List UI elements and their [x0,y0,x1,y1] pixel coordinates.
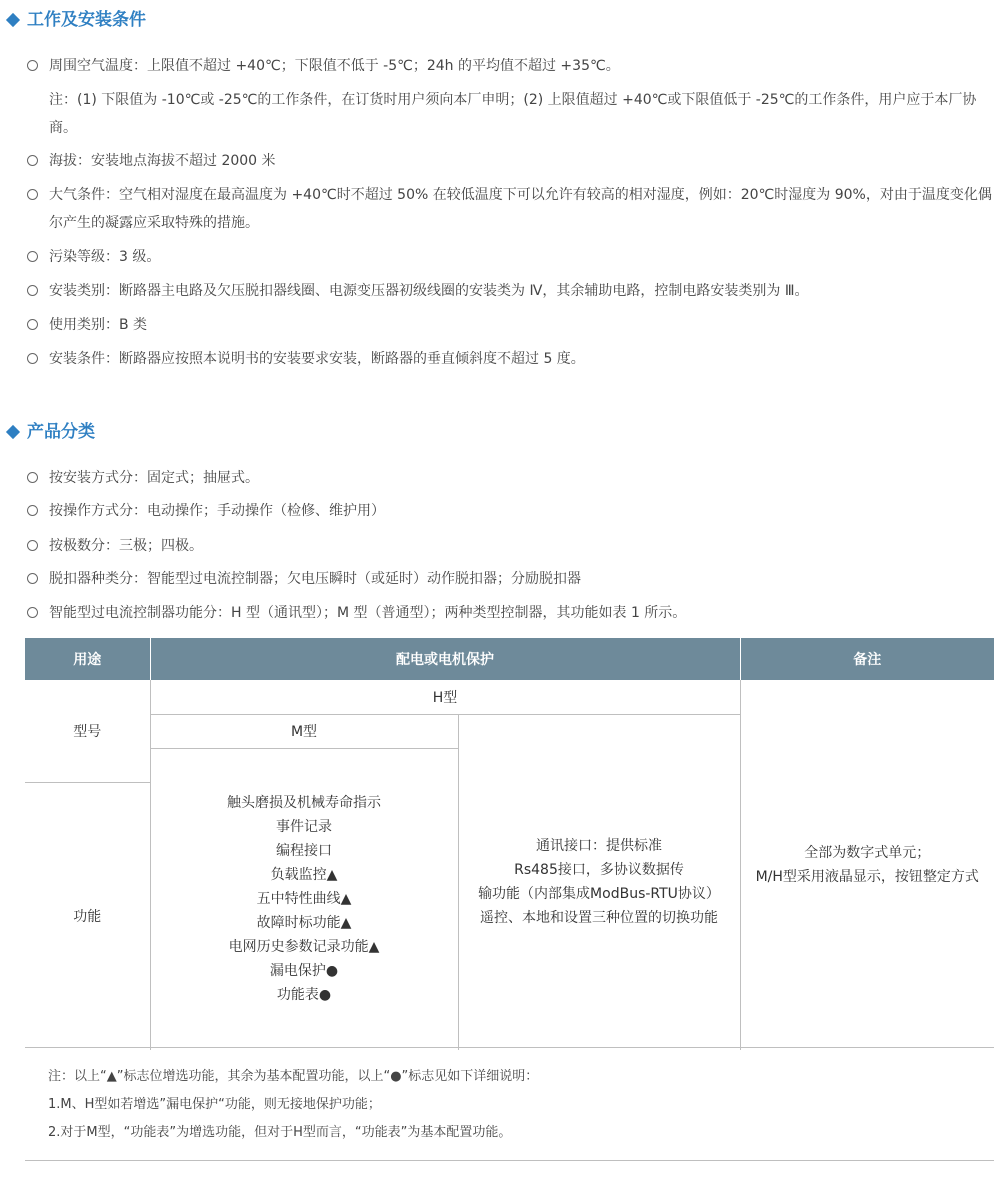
table-header-row [25,638,994,680]
function-line: 电网历史参数记录功能▲ [228,939,380,956]
list-item [27,345,995,373]
list-item-text: 周围空气温度：上限值不超过 +40℃；下限值不低于 -5℃；24h 的平均值不超过 +35℃。 [49,58,620,74]
cell-m-functions [150,748,458,1050]
list-item-text: 脱扣器种类分：智能型过电流控制器；欠电压瞬时（或延时）动作脱扣器；分励脱扣器 [49,571,581,587]
row-label-function: 功能 [73,909,102,926]
list-item [27,277,995,305]
table-notes [48,1063,948,1147]
list-item [27,565,995,593]
list-item-text: 大气条件：空气相对湿度在最高温度为 +40℃时不超过 50% 在较低温度下可以允许有较高的相对湿度，例如：20℃时湿度为 90%，对由于温度变化偶尔产生的凝露应采取特殊的措施。 [49,187,992,231]
list-item-text: 安装类别：断路器主电路及欠压脱扣器线圈、电源变压器初级线圈的安装类为 Ⅳ，其余辅助电路，控制电路安装类别为 Ⅲ。 [49,283,809,299]
controller-function-table [25,638,994,1050]
list-item-text: 安装条件：断路器应按照本说明书的安装要求安装，断路器的垂直倾斜度不超过 5 度。 [49,351,585,367]
function-line: 故障时标功能▲ [256,915,352,932]
remark-line: M/H型采用液晶显示，按钮整定方式 [755,869,979,885]
section-title: 产品分类 [27,422,95,442]
function-line: 触头磨损及机械寿命指示 [227,795,381,812]
header-protection: 配电或电机保护 [150,638,740,680]
cell-m-type: M型 [150,714,458,748]
table-row [25,680,994,714]
circle-bullet-icon [27,472,38,483]
list-item-text: 按操作方式分：电动操作；手动操作（检修、维护用） [49,503,385,519]
list-item-note [27,86,995,142]
circle-bullet-icon [27,505,38,516]
list-item [27,52,995,80]
header-remarks: 备注 [740,638,994,680]
function-line: 五中特性曲线▲ [256,891,352,908]
note-line: 2.对于M型，“功能表”为增选功能，但对于H型而言，“功能表”为基本配置功能。 [48,1125,512,1140]
circle-bullet-icon [27,319,38,330]
circle-bullet-icon [27,189,38,200]
list-item [27,497,995,525]
function-line: 编程接口 [276,843,332,860]
circle-bullet-icon [27,155,38,166]
list-item-text: 污染等级：3 级。 [49,249,161,265]
list-item-text: 按安装方式分：固定式；抽屉式。 [49,470,259,486]
cell-h-functions [458,714,740,1050]
list-item-text: 使用类别：B 类 [49,317,148,333]
diamond-bullet-icon [6,425,20,439]
function-line: 遥控、本地和设置三种位置的切换功能 [480,910,718,927]
function-line: 通讯接口：提供标准 [536,838,662,855]
list-item-text: 注：(1) 下限值为 -10℃或 -25℃的工作条件，在订货时用户须向本厂申明；(2) 上限值超过 +40℃或下限值低于 -25℃的工作条件，用户应于本厂协商。 [49,92,977,136]
header-usage: 用途 [25,638,150,680]
list-item [27,147,995,175]
remark-line: 全部为数字式单元； [804,845,931,861]
cell-h-type: H型 [150,680,740,714]
function-line: 事件记录 [276,819,332,836]
list-item [27,181,995,237]
row-label-model: 型号 [25,680,150,782]
bottom-divider [25,1160,994,1161]
circle-bullet-icon [27,60,38,71]
list-item-text: 按极数分：三极；四极。 [49,538,203,554]
circle-bullet-icon [27,251,38,262]
list-item [27,243,995,271]
function-line: 输功能（内部集成ModBus-RTU协议） [478,886,720,903]
list-item-text: 海拔：安装地点海拔不超过 2000 米 [49,153,276,169]
diamond-bullet-icon [6,13,20,27]
list-item [27,599,995,627]
circle-bullet-icon [27,353,38,364]
function-line: 功能表● [276,987,332,1004]
list-item-text: 智能型过电流控制器功能分：H 型（通讯型）；M 型（普通型）；两种类型控制器，其功能如表 1 所示。 [49,605,687,621]
circle-bullet-icon [27,540,38,551]
function-line: 漏电保护● [269,963,339,980]
circle-bullet-icon [27,573,38,584]
function-line: 负载监控▲ [270,867,338,884]
table-bottom-rule [25,1047,994,1048]
circle-bullet-icon [27,607,38,618]
circle-bullet-icon [27,285,38,296]
list-item [27,532,995,560]
function-line: Rs485接口，多协议数据传 [514,862,684,879]
section-heading-working-conditions [6,8,146,32]
list-item [27,464,995,492]
note-line: 注：以上“▲”标志位增选功能，其余为基本配置功能，以上“●”标志见如下详细说明： [48,1069,539,1084]
list-item [27,311,995,339]
note-line: 1.M、H型如若增选”漏电保护“功能，则无接地保护功能； [48,1097,381,1112]
cell-remarks [740,680,994,1050]
section-heading-product-classification [6,420,95,444]
section-title: 工作及安装条件 [27,10,146,30]
